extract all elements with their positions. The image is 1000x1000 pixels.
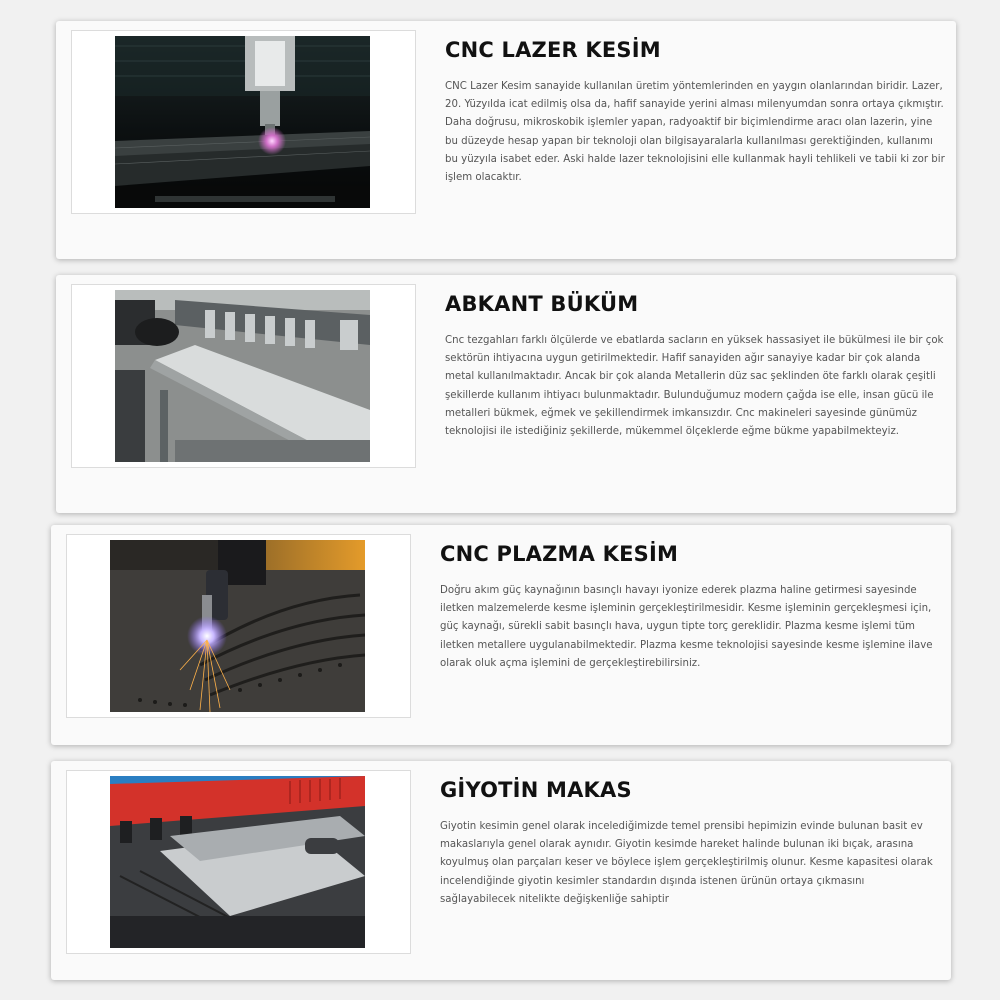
- guillotine-shear-photo: [110, 776, 365, 948]
- service-description: CNC Lazer Kesim sanayide kullanılan üretim yöntemlerinden en yaygın olanlarından biridir. Lazer, 20. Yüzyılda icat edilmiş olsa da, hafif sanayide yerini alması milenyumdan sonra ortaya çıkmıştır. Daha doğrusu, mikroskobik işlemler yapan, radyoaktif bir biçimlendirme aracı olan lazerin, yine bu düzeyde hesap yapan bir teknoloji olan bilgisayaralarla kullanılması gerektiğinden, kullanımı bu yüzyıla isabet eder. Aski halde lazer teknolojisini elle kullanmak hayli tehlikeli ve tabii ki zor bir işlem olacaktır.: [445, 81, 945, 184]
- plasma-cutting-photo: [110, 540, 365, 712]
- service-description: Cnc tezgahları farklı ölçülerde ve ebatlarda sacların en yüksek hassasiyet ile bükülmesi ile bir çok sektörün ihtiyacına uygun getirilmektedir. Hafif sanayiden ağır sanayiye kadar bir çok alanda metal kullanılmaktadır. Ancak bir çok alanda Metallerin düz sac şeklinden öte farklı olarak çeşitli şekillerde kullanım ihtiyacı bulunmaktadır. Bulunduğumuz modern çağda ise elle, insan gücü ile metalleri bükmek, eğmek ve şekillendirmek imkansızdır. Cnc makineleri sayesinde günümüz teknolojisi ile istediğiniz şekillerde, mükemmel ölçeklerde eğme bükme yapabilmekteyiz.: [445, 335, 944, 438]
- service-title: CNC PLAZMA KESİM: [440, 542, 679, 566]
- service-card-plazma: [51, 525, 951, 745]
- service-card-abkant: [56, 275, 956, 513]
- press-brake-photo: [115, 290, 370, 462]
- service-description: Giyotin kesimin genel olarak incelediğimizde temel prensibi hepimizin evinde bulunan basit ev makaslarıyla genel olarak aynıdır. Giyotin kesimde hareket halinde bulunan iki bıçak, arasına koyulmuş olan parçaları keser ve böylece işlem gerçekleştirilmiş olunur. Kesme kapasitesi olarak incelendiğinde giyotin kesimler standardın dışında istenen ürünün ortaya çıkmasını sağlayabilecek nitelikte değişkenliğe sahiptir: [440, 821, 933, 905]
- service-card-lazer: [56, 21, 956, 259]
- service-card-giyotin: [51, 761, 951, 980]
- service-title: GİYOTİN MAKAS: [440, 778, 632, 802]
- service-title: CNC LAZER KESİM: [445, 38, 661, 62]
- service-title: ABKANT BÜKÜM: [445, 292, 639, 316]
- laser-cutting-photo: [115, 36, 370, 208]
- service-description: Doğru akım güç kaynağının basınçlı havayı iyonize ederek plazma haline getirmesi sayesinde iletken malzemelerde kesme işleminin gerçekleştirilmesidir. Kesme işleminin gerçekleşmesi için, güç kaynağı, sürekli sabit basınçlı hava, uygun tipte torç gereklidir. Plazma kesme işlemi tüm iletken metallere uygulanabilmektedir. Plazma kesme teknolojisi sayesinde kesme işlemine ilave olarak oluk açma işlemini de gerçekleştirebilirsiniz.: [440, 585, 933, 669]
